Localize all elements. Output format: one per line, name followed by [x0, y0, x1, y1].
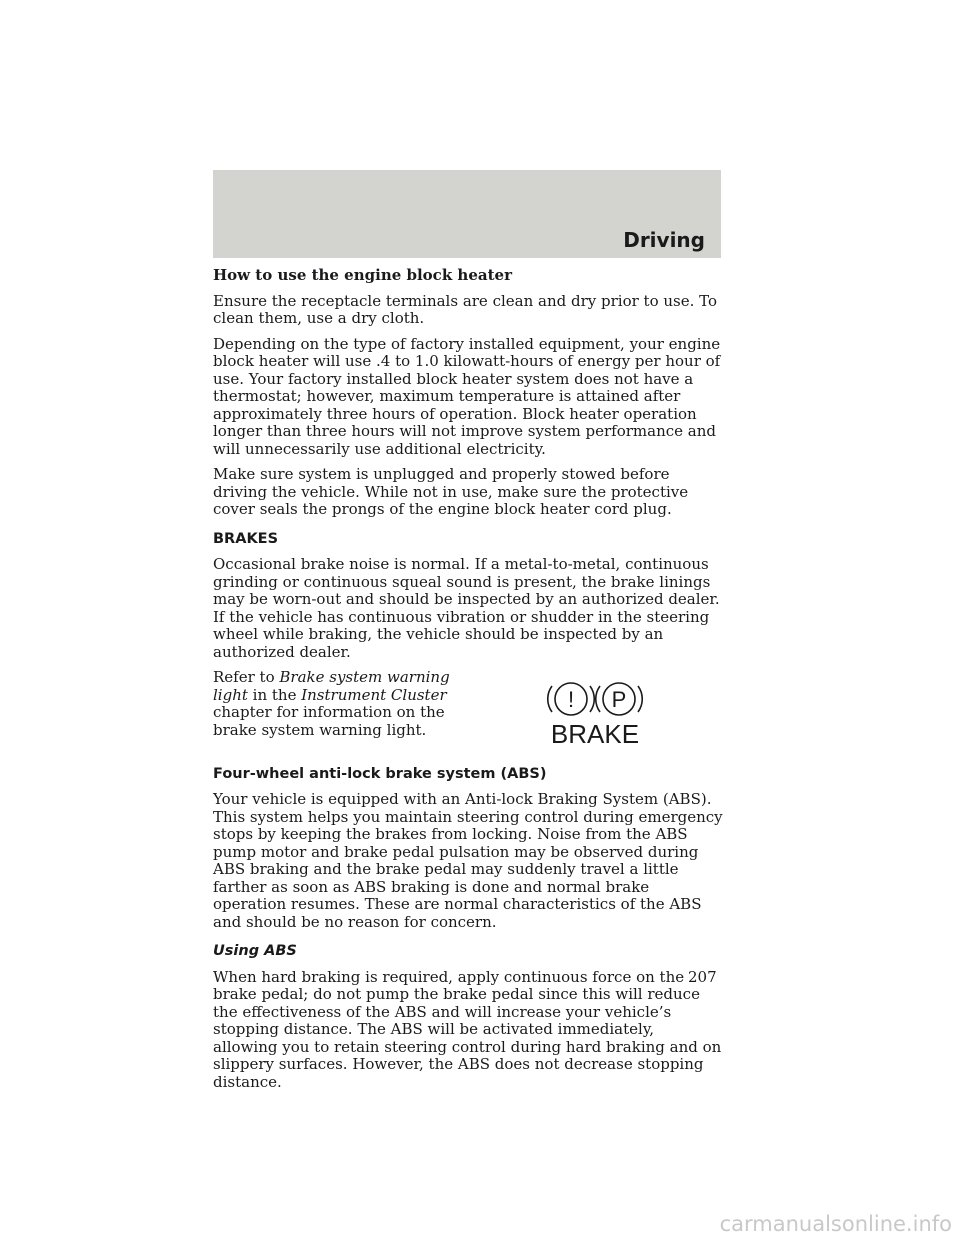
brake-warning-reference [213, 669, 723, 754]
brake-warning-reference-text [213, 669, 475, 739]
brake-icon-right-symbol: P [611, 687, 627, 712]
section-title: Driving [623, 228, 705, 252]
brake-warning-icon [535, 679, 655, 754]
page-content [213, 267, 723, 1099]
page-number: 207 [688, 968, 717, 986]
refer-suffix: chapter for information on the brake system warning light. [213, 703, 445, 739]
abs-heading: Four-wheel anti-lock brake system (ABS) [213, 765, 547, 782]
refer-mid: in the [247, 685, 302, 704]
section-header [213, 170, 721, 258]
brake-icon-label: BRAKE [550, 719, 640, 749]
block-heater-paragraph-2: Depending on the type of factory installed equipment, your engine block heater will use .4 to 1.0 kilowatt-hours of energy per hour of use. Your factory installed block heater system does not have a thermostat; however, maximum temperature is attained after approximately three hours of operation. Block heater operation longer than three hours will not improve system performance and will unnecessarily use additional electricity. [213, 334, 721, 458]
brakes-paragraph-1: Occasional brake noise is normal. If a metal-to-metal, continuous grinding or continuous squeal sound is present, the brake linings may be worn-out and should be inspected by an authorized dealer. If the vehicle has continuous vibration or shudder in the steering wheel while braking, the vehicle should be inspected by an authorized dealer. [213, 555, 720, 661]
brake-icon-left-symbol: ! [567, 687, 575, 712]
using-abs-heading: Using ABS [213, 943, 297, 959]
watermark: carmanualsonline.info [719, 1212, 952, 1236]
block-heater-paragraph-3: Make sure system is unplugged and properly stowed before driving the vehicle. While not in use, make sure the protective cover seals the prongs of the engine block heater cord plug. [213, 465, 689, 518]
refer-prefix: Refer to [213, 668, 280, 686]
block-heater-paragraph-1: Ensure the receptacle terminals are clean and dry prior to use. To clean them, use a dry cloth. [213, 291, 718, 327]
refer-link-instrument-cluster: Instrument Cluster [301, 685, 447, 704]
brakes-heading: BRAKES [213, 530, 279, 547]
abs-paragraph-1: Your vehicle is equipped with an Anti-lock Braking System (ABS). This system helps you maintain steering control during emergency stops by keeping the brakes from locking. Noise from the ABS pump motor and brake pedal pulsation may be observed during ABS braking and the brake pedal may suddenly travel a little farther as soon as ABS braking is done and normal brake operation resumes. These are normal characteristics of the ABS and should be no reason for concern. [213, 790, 723, 931]
refer-link-brake-system-warning-light: Brake system warning light [213, 668, 450, 704]
using-abs-paragraph-1: When hard braking is required, apply continuous force on the brake pedal; do not pump the brake pedal since this will reduce the effectiveness of the ABS and will increase your vehicle’s stopping distance. The ABS will be activated immediately, allowing you to retain steering control during hard braking and on slippery surfaces. However, the ABS does not decrease stopping distance. [213, 967, 722, 1091]
block-heater-heading: How to use the engine block heater [213, 266, 512, 284]
